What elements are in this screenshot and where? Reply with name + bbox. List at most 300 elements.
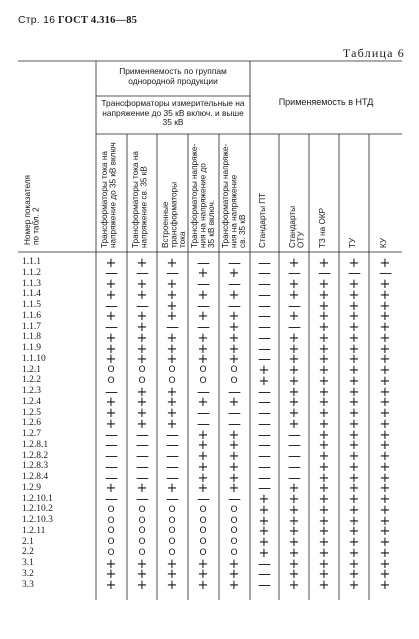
table-cell: О <box>230 547 238 558</box>
table-cell: + <box>136 556 148 572</box>
table-cell: + <box>166 309 178 325</box>
table-cell: + <box>166 578 178 593</box>
table-cell: + <box>318 277 330 292</box>
table-cell: + <box>379 524 391 540</box>
table-cell: + <box>136 320 148 335</box>
table-cell: — <box>288 320 301 335</box>
table-cell: — <box>166 320 179 335</box>
table-cell: — <box>105 266 118 282</box>
table-cell: + <box>348 513 360 529</box>
table-cell: О <box>138 515 146 526</box>
group-a-subheader: Трансформаторы измерительные на напряжение до 35 кВ включ. и выше 35 кВ <box>101 98 245 128</box>
table-cell: + <box>348 320 360 335</box>
table-cell: + <box>197 341 209 357</box>
table-cell: + <box>166 481 178 497</box>
row-id: 3.2 <box>22 568 34 579</box>
table-cell: О <box>230 375 238 386</box>
table-cell: + <box>197 427 209 443</box>
table-cell: + <box>348 524 360 540</box>
table-cell: — <box>288 438 301 454</box>
col-header-tu: ТУ <box>348 237 357 248</box>
table-cell: — <box>166 438 179 454</box>
table-cell: + <box>379 320 391 335</box>
table-cell: + <box>348 309 360 325</box>
table-cell: + <box>379 384 391 400</box>
col-header-built-in-ct: Встроенные трансформаторы тока <box>161 182 188 248</box>
table-cell: + <box>348 298 360 314</box>
table-cell: — <box>258 330 271 346</box>
table-cell: + <box>197 330 209 346</box>
table-cell: + <box>105 341 117 357</box>
table-cell: + <box>197 287 209 303</box>
table-cell: — <box>105 459 118 475</box>
table-cell: + <box>105 352 117 368</box>
table-cell: + <box>379 578 391 593</box>
table-cell: — <box>166 427 179 443</box>
table-cell: + <box>379 298 391 314</box>
table-cell: + <box>136 341 148 357</box>
table-cell: О <box>230 504 238 515</box>
table-cell: — <box>136 266 149 282</box>
table-cell: + <box>288 481 300 497</box>
table-cell: + <box>379 470 391 486</box>
table-cell: + <box>318 373 330 389</box>
table-cell: — <box>228 255 241 271</box>
table-cell: + <box>318 298 330 314</box>
table-cell: + <box>105 578 117 593</box>
table-cell: О <box>199 375 207 386</box>
table-cell: — <box>258 578 271 593</box>
table-cell: + <box>318 255 330 271</box>
table-cell: + <box>348 363 360 378</box>
table-cell: + <box>318 535 330 550</box>
table-cell: + <box>136 567 148 583</box>
table-cell: — <box>197 255 210 271</box>
table-cell: + <box>136 481 148 497</box>
row-id: 1.2.8.4 <box>22 472 49 482</box>
table-cell: + <box>197 449 209 464</box>
table-cell: О <box>107 515 115 526</box>
table-cell: + <box>348 287 360 303</box>
table-cell: + <box>348 502 360 518</box>
table-cell: + <box>228 578 240 593</box>
table-cell: — <box>258 427 271 443</box>
table-cell: + <box>318 416 330 432</box>
row-id: 1.1.6 <box>22 310 41 321</box>
table-cell: + <box>166 567 178 583</box>
table-cell: + <box>166 341 178 357</box>
table-cell: + <box>258 545 270 561</box>
table-cell: + <box>197 266 209 282</box>
table-cell: + <box>318 545 330 561</box>
table-cell: О <box>199 526 207 537</box>
table-cell: + <box>318 459 330 475</box>
table-cell: — <box>258 416 271 432</box>
table-cell: + <box>318 320 330 335</box>
table-cell: + <box>318 513 330 529</box>
table-cell: О <box>138 547 146 558</box>
table-cell: — <box>197 298 210 314</box>
table-cell: + <box>228 395 240 411</box>
table-cell: + <box>348 438 360 454</box>
col-header-standards-pt: Стандарты ПТ <box>258 192 267 248</box>
table-cell: — <box>228 416 241 432</box>
table-cell: + <box>348 459 360 475</box>
table-cell: + <box>228 309 240 325</box>
row-id: 1.1.1 <box>22 257 41 267</box>
table-cell: О <box>138 537 146 547</box>
table-title: Таблица 6 <box>342 46 405 60</box>
table-cell: + <box>318 438 330 454</box>
table-cell: — <box>258 255 271 271</box>
table-cell: + <box>166 277 178 292</box>
table-cell: + <box>136 287 148 303</box>
col-header-ct-above-35kv: Трансформаторы тока на напряжение св. 35 кВ <box>131 151 149 248</box>
table-cell: + <box>318 556 330 572</box>
table-cell: + <box>228 427 240 443</box>
table-cell: + <box>288 535 300 550</box>
table-cell: — <box>136 470 149 486</box>
table-cell: + <box>166 416 178 432</box>
table-cell: + <box>105 406 117 421</box>
col-header-tz-okr: ТЗ на ОКР <box>318 207 327 248</box>
table-cell: — <box>258 320 271 335</box>
table-cell: — <box>258 556 271 572</box>
table-cell: — <box>228 277 241 292</box>
table-cell: + <box>318 449 330 464</box>
table-cell: + <box>379 556 391 572</box>
table-cell: + <box>379 373 391 389</box>
table-cell: — <box>197 492 210 507</box>
table-cell: — <box>197 416 210 432</box>
table-cell: + <box>228 266 240 282</box>
table-cell: — <box>228 406 241 421</box>
row-id: 1.2.5 <box>22 407 41 418</box>
table-cell: — <box>136 438 149 454</box>
table-cell: + <box>105 416 117 432</box>
table-cell: + <box>197 567 209 583</box>
table-cell: О <box>138 526 146 537</box>
table-cell: — <box>228 492 241 507</box>
table-cell: — <box>258 470 271 486</box>
table-cell: + <box>288 363 300 378</box>
table-cell: О <box>230 537 238 547</box>
table-cell: — <box>166 492 179 507</box>
table-cell: + <box>258 535 270 550</box>
table-cell: + <box>197 578 209 593</box>
table-cell: + <box>348 535 360 550</box>
table-cell: О <box>168 537 176 547</box>
table-cell: + <box>258 524 270 540</box>
table-cell: + <box>288 373 300 389</box>
table-cell: — <box>288 449 301 464</box>
table-cell: + <box>379 363 391 378</box>
table-cell: + <box>136 330 148 346</box>
table-cell: + <box>166 384 178 400</box>
table-cell: + <box>379 277 391 292</box>
table-cell: О <box>168 504 176 515</box>
table-cell: + <box>288 524 300 540</box>
table-cell: + <box>288 578 300 593</box>
row-id: 1.1.8 <box>22 332 41 343</box>
row-id: 3.1 <box>22 558 34 568</box>
table-cell: + <box>379 459 391 475</box>
table-cell: + <box>379 567 391 583</box>
table-cell: + <box>379 287 391 303</box>
table-cell: + <box>136 352 148 368</box>
table-cell: + <box>105 395 117 411</box>
table-cell: + <box>288 545 300 561</box>
table-cell: + <box>348 330 360 346</box>
table-cell: + <box>228 287 240 303</box>
table-cell: О <box>230 365 238 375</box>
table-cell: + <box>348 449 360 464</box>
row-id: 1.2.4 <box>22 396 41 407</box>
table-cell: + <box>136 277 148 292</box>
table-cell: + <box>197 481 209 497</box>
table-cell: — <box>258 567 271 583</box>
table-cell: + <box>379 513 391 529</box>
table-cell: — <box>197 384 210 400</box>
table-cell: + <box>348 384 360 400</box>
table-cell: — <box>166 266 179 282</box>
table-cell: + <box>379 492 391 507</box>
table-cell: + <box>288 287 300 303</box>
table-cell: + <box>228 449 240 464</box>
table-cell: О <box>199 504 207 515</box>
table-cell: + <box>379 438 391 454</box>
table-cell: + <box>136 255 148 271</box>
row-id: 2.1 <box>22 536 34 547</box>
table-cell: — <box>166 459 179 475</box>
table-cell: + <box>379 352 391 368</box>
table-cell: О <box>107 547 115 558</box>
page-number: Стр. 16 <box>18 14 56 26</box>
table-cell: + <box>318 524 330 540</box>
table-cell: О <box>168 526 176 537</box>
table-cell: + <box>348 470 360 486</box>
row-id: 1.1.4 <box>22 289 41 300</box>
row-id: 1.2.11 <box>22 525 46 536</box>
table-cell: + <box>318 352 330 368</box>
table-cell: О <box>168 375 176 386</box>
table-cell: + <box>228 352 240 368</box>
table-cell: + <box>379 535 391 550</box>
table-cell: — <box>288 459 301 475</box>
table-cell: + <box>288 492 300 507</box>
table-cell: + <box>348 277 360 292</box>
row-id: 1.2.1 <box>22 364 41 375</box>
table-cell: + <box>318 578 330 593</box>
table-cell: + <box>288 513 300 529</box>
table-cell: + <box>318 470 330 486</box>
col-header-vt-above-35kv: Трансформаторы напряже- ния на напряжение св. 35 кВ <box>221 143 248 248</box>
table-cell: О <box>199 515 207 526</box>
table-cell: — <box>105 449 118 464</box>
table-cell: О <box>230 515 238 526</box>
table-cell: + <box>136 309 148 325</box>
table-cell: + <box>379 416 391 432</box>
row-id: 1.2.9 <box>22 482 41 493</box>
table-cell: + <box>318 341 330 357</box>
table-cell: + <box>197 556 209 572</box>
table-cell: + <box>258 373 270 389</box>
table-cell: + <box>348 567 360 583</box>
table-cell: — <box>288 298 301 314</box>
table-cell: О <box>138 375 146 386</box>
table-cell: — <box>136 459 149 475</box>
table-cell: + <box>288 416 300 432</box>
table-cell: + <box>318 330 330 346</box>
table-cell: О <box>138 504 146 515</box>
table-cell: + <box>228 341 240 357</box>
table-cell: + <box>105 567 117 583</box>
table-cell: + <box>197 395 209 411</box>
table-cell: — <box>258 395 271 411</box>
row-id: 3.3 <box>22 579 34 590</box>
table-cell: + <box>136 384 148 400</box>
group-b-header: Применяемость в НТД <box>278 97 374 107</box>
row-id: 1.2.8.2 <box>22 450 49 461</box>
table-cell: + <box>166 298 178 314</box>
row-id: 1.2.3 <box>22 386 41 396</box>
table-cell: + <box>258 492 270 507</box>
table-cell: + <box>166 395 178 411</box>
table-cell: О <box>230 526 238 537</box>
table-cell: — <box>197 406 210 421</box>
table-cell: + <box>379 309 391 325</box>
row-id: 1.1.2 <box>22 267 41 278</box>
table-cell: + <box>258 502 270 518</box>
table-cell: + <box>348 556 360 572</box>
table-cell: + <box>228 470 240 486</box>
table-cell: + <box>288 567 300 583</box>
table-cell: — <box>136 427 149 443</box>
row-id: 1.2.10.2 <box>22 504 53 515</box>
row-id: 1.1.3 <box>22 278 41 289</box>
table-cell: — <box>258 406 271 421</box>
table-cell: + <box>288 502 300 518</box>
table-cell: О <box>168 515 176 526</box>
table-cell: — <box>258 459 271 475</box>
table-cell: — <box>258 309 271 325</box>
table-cell: — <box>318 266 331 282</box>
col-header-ku: КУ <box>379 237 388 248</box>
table-cell: — <box>228 298 241 314</box>
table-cell: + <box>379 330 391 346</box>
table-cell: — <box>348 266 361 282</box>
table-cell: — <box>105 298 118 314</box>
table-cell: + <box>318 492 330 507</box>
table-cell: + <box>136 406 148 421</box>
table-cell: + <box>105 481 117 497</box>
table-cell: + <box>288 406 300 421</box>
table-cell: + <box>348 352 360 368</box>
table-cell: + <box>136 395 148 411</box>
table-cell: + <box>197 352 209 368</box>
table-cell: + <box>379 255 391 271</box>
row-id: 1.2.10.3 <box>22 515 53 525</box>
table-cell: — <box>228 384 241 400</box>
table-cell: + <box>348 406 360 421</box>
table-cell: — <box>105 320 118 335</box>
table-cell: — <box>258 352 271 368</box>
table-cell: + <box>197 438 209 454</box>
table-cell: + <box>348 416 360 432</box>
table-cell: — <box>258 287 271 303</box>
table-cell: О <box>107 375 115 386</box>
table-cell: + <box>288 309 300 325</box>
table-cell: — <box>197 320 210 335</box>
table-cell: + <box>166 287 178 303</box>
table-cell: + <box>348 255 360 271</box>
row-id: 1.2.8.3 <box>22 461 49 472</box>
table-cell: — <box>166 449 179 464</box>
table-cell: О <box>199 547 207 558</box>
table-cell: — <box>379 266 392 282</box>
table-cell: + <box>105 330 117 346</box>
table-cell: + <box>105 309 117 325</box>
row-id: 1.1.7 <box>22 321 41 332</box>
table-cell: — <box>258 277 271 292</box>
table-cell: + <box>379 395 391 411</box>
table-cell: + <box>288 395 300 411</box>
table-cell: + <box>166 406 178 421</box>
table-cell: — <box>105 470 118 486</box>
table-cell: + <box>318 406 330 421</box>
table-cell: + <box>318 384 330 400</box>
table-cell: О <box>168 547 176 558</box>
table-cell: + <box>166 255 178 271</box>
col-header-vt-up-to-35kv: Трансформаторы напряже- ния на напряжение до 35 кВ включ. <box>190 143 217 248</box>
table-cell: + <box>105 556 117 572</box>
table-cell: О <box>138 365 146 375</box>
row-id: 1.2.6 <box>22 418 41 429</box>
table-cell: + <box>288 341 300 357</box>
table-cell: + <box>197 470 209 486</box>
group-a-header: Применяемость по группам однородной продукции <box>119 66 227 86</box>
row-id: 1.1.5 <box>22 300 41 310</box>
table-cell: + <box>228 438 240 454</box>
table-cell: + <box>348 492 360 507</box>
table-cell: + <box>288 384 300 400</box>
table-cell: + <box>379 481 391 497</box>
table-cell: + <box>228 481 240 497</box>
table-cell: + <box>197 309 209 325</box>
table-cell: — <box>166 470 179 486</box>
table-cell: + <box>318 395 330 411</box>
table-cell: + <box>379 449 391 464</box>
table-cell: + <box>348 578 360 593</box>
col-header-ct-up-to-35kv: Трансформаторы тока на напряжение до 35 кВ включ <box>100 142 118 248</box>
row-id: 1.2.2 <box>22 375 41 386</box>
table-cell: — <box>258 384 271 400</box>
table-cell: — <box>105 492 118 507</box>
table-cell: + <box>105 287 117 303</box>
table-cell: + <box>228 556 240 572</box>
table-cell: + <box>318 427 330 443</box>
table-cell: + <box>348 545 360 561</box>
table-cell: + <box>228 459 240 475</box>
table-cell: + <box>228 330 240 346</box>
table-cell: + <box>379 502 391 518</box>
table-cell: — <box>258 438 271 454</box>
table-cell: — <box>105 438 118 454</box>
table-cell: + <box>197 459 209 475</box>
table-cell: — <box>288 470 301 486</box>
table-cell: — <box>258 481 271 497</box>
table-cell: О <box>199 365 207 375</box>
